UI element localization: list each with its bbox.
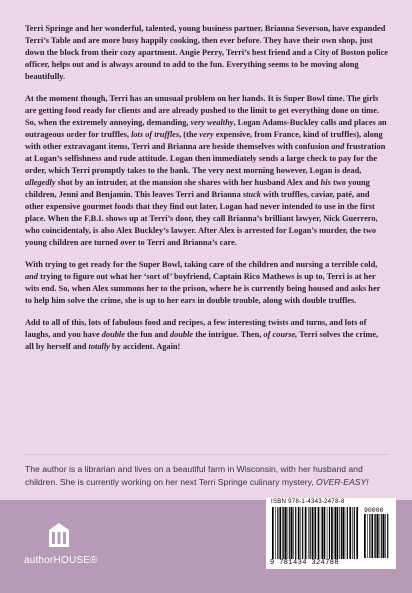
addon-text: 90000 [364, 507, 384, 514]
ean-barcode-bars [272, 507, 360, 559]
barcode-bar [377, 514, 379, 558]
blurb-paragraph-3: With trying to get ready for the Super Bowl, taking care of the children and nursing a terrible cold, and trying to figure out what her ‘sort of’ boyfriend, Captain Rico Mathews is up to, Terri is at her wits end. So, when Alex summons her to the prison, where he is currently being housed and asks her to help him solve the crime, she is up to her ears in double trouble, along with double truffles. [25, 260, 381, 305]
barcode-bar [381, 514, 382, 558]
barcode-bar [301, 507, 302, 559]
barcode-bar [272, 507, 274, 559]
barcode-bar [305, 507, 307, 559]
barcode-bar [334, 507, 335, 559]
blurb-paragraph-1: Terri Springe and her wonderful, talented, young business partner, Brianna Severson, have expanded Terri’s Table and are more busy happily cooking, then ever before. They have their own shop, just down the block from their cozy apartment. Angie Perry, Terri’s best friend and a City of Boston police officer, helps out and is always around to add to the fun. Everything seems to be moving along beautifully. [25, 24, 389, 81]
divider [25, 454, 389, 455]
barcode-bar [352, 507, 353, 559]
authorhouse-logo-icon [47, 522, 71, 548]
publisher-logo [24, 522, 98, 574]
ean-text: 9 781434 324788 [270, 559, 340, 567]
barcode-bar [285, 507, 287, 559]
barcode-bar [349, 507, 351, 559]
addon-barcode-bars [364, 514, 390, 558]
barcode-bar [387, 514, 388, 558]
barcode-bar [324, 507, 326, 559]
barcode-bar [310, 507, 311, 559]
barcode-bar [329, 507, 330, 559]
barcode-bar [364, 514, 366, 558]
barcode-bar [367, 514, 368, 558]
barcode-bar [342, 507, 344, 559]
blurb-paragraph-2: At the moment though, Terri has an unusual problem on her hands. It is Super Bowl time. The girls are getting food ready for clients and are already pushed to the limit to get everything done on time. So, when the extremely annoying, demanding, very wealthy, Logan Adams-Buckley calls and places an outrageous order for truffles, lots of truffles, (the very expensive, from France, kind of truffles), along with other extravagant items, Terri and Brianna are beside themselves with confusion and frustration at Logan’s selfishness and rude attitude. Logan then immediately sends a large check to pay for the order, which Terri promptly takes to the bank. The very next morning however, Logan is dead, allegedly shot by an intruder, at the mansion she shares with her husband Alex and his two young children, Jenni and Benjamin. This leaves Terri and Brianna stuck with truffles, caviar, paté, and other expensive gourmet foods that they find out later, Logan had never intended to use in the first place. When the F.B.I. shows up at Terri’s door, they call Brianna’s brilliant lawyer, Nick Guerrero, who coincidentaly, is also Alex Buckley’s lawyer. After Alex is arrested for Logan’s murder, the two young children are turned over to Terri and Brianna’s care. [25, 94, 387, 247]
barcode-bar [298, 507, 300, 559]
barcode-bar [314, 507, 315, 559]
barcode-bar [282, 507, 283, 559]
barcode-bar [327, 507, 328, 559]
barcode-bar [374, 514, 375, 558]
barcode-bar [337, 507, 339, 559]
barcode-bar [318, 507, 320, 559]
barcode-bar [312, 507, 314, 559]
barcode-bar [275, 507, 276, 559]
barcode-bar [383, 514, 385, 558]
isbn-barcode [266, 498, 396, 569]
barcode-bar [371, 514, 373, 558]
barcode-bar [277, 507, 278, 559]
barcode-bar [315, 507, 316, 559]
barcode-bar [347, 507, 348, 559]
barcode-bar [356, 507, 358, 559]
barcode-bar [354, 507, 355, 559]
barcode-bar [302, 507, 303, 559]
barcode-bar [380, 514, 381, 558]
barcode-bar [339, 507, 340, 559]
barcode-bar [369, 514, 370, 558]
barcode-bar [288, 507, 289, 559]
isbn-text: ISBN 978-1-4343-2478-8 [271, 499, 345, 505]
barcode-bar [375, 514, 376, 558]
blurb-paragraph-4: Add to all of this, lots of fabulous food and recipes, a few interesting twists and turns, and lots of laughs, and you have double the fun and double the intrigue. Then, of course, Terri solves the crime, all by herself and totally by accident. Again! [25, 318, 379, 351]
barcode-bar [283, 507, 284, 559]
publisher-name: authorHOUSE® [24, 555, 98, 566]
barcode-bar [345, 507, 346, 559]
barcode-bar [293, 507, 294, 559]
barcode-bar [335, 507, 336, 559]
barcode-bar [341, 507, 342, 559]
barcode-bar [279, 507, 281, 559]
barcode-bar [289, 507, 290, 559]
barcode-bar [331, 507, 333, 559]
barcode-bar [321, 507, 322, 559]
author-bio: The author is a librarian and lives on a beautiful farm in Wisconsin, with her husband and children. She is currently working on her next Terri Springe culinary mystery, OVER-EASY! [25, 464, 369, 487]
book-blurb [25, 23, 389, 363]
barcode-bar [385, 514, 386, 558]
barcode-bar [322, 507, 323, 559]
barcode-bar [291, 507, 293, 559]
barcode-bar [308, 507, 309, 559]
barcode-bar [295, 507, 296, 559]
